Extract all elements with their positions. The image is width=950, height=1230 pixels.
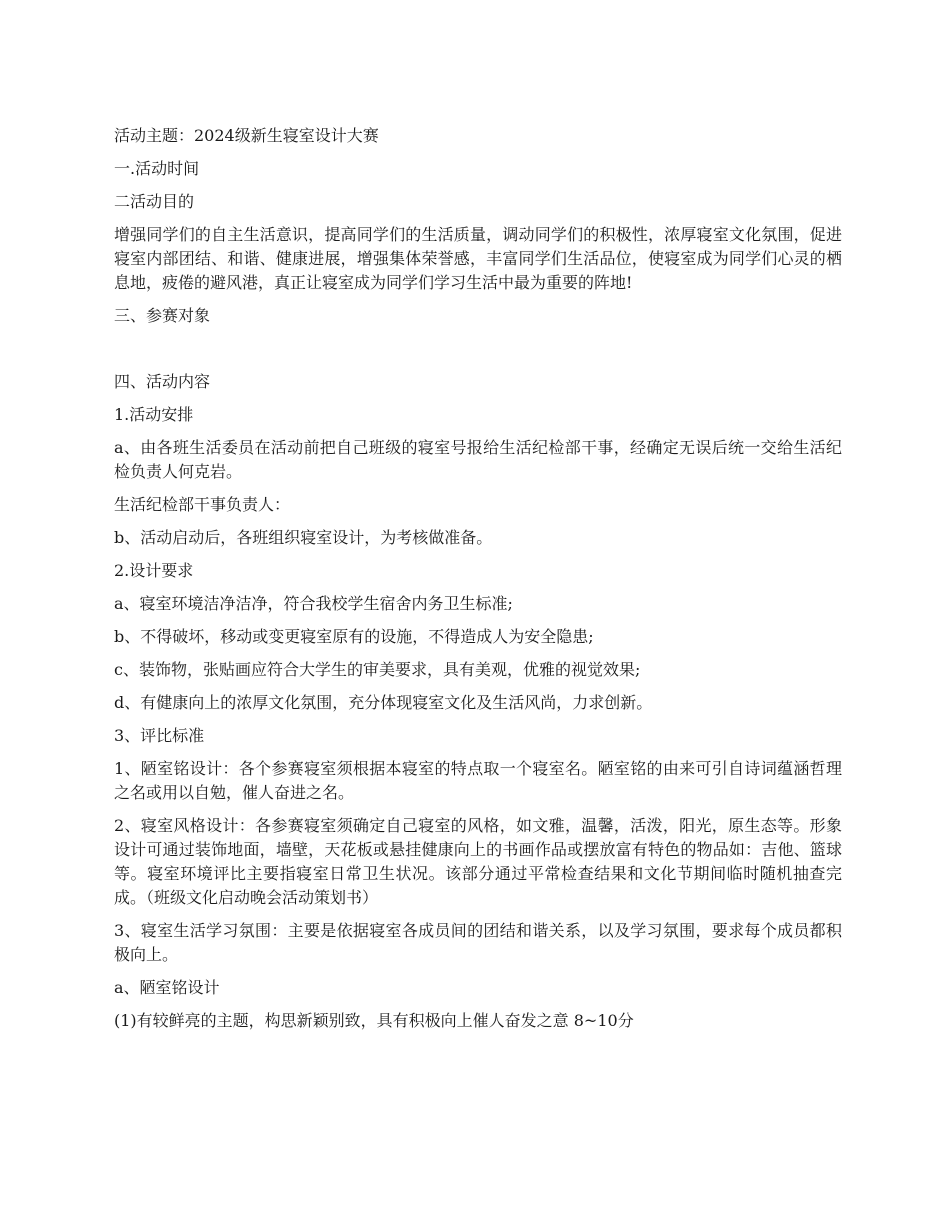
- requirement-b: b、不得破坏，移动或变更寝室原有的设施，不得造成人为安全隐患;: [114, 627, 594, 646]
- criteria-3: 3、寝室生活学习氛围：主要是依据寝室各成员间的团结和谐关系，以及学习氛围，要求每个成员都积极向上。: [114, 921, 842, 964]
- activity-theme: 活动主题：2024级新生寝室设计大赛: [114, 126, 379, 145]
- criteria-2: 2、寝室风格设计：各参赛寝室须确定自己寝室的风格，如文雅，温馨，活泼，阳光，原生态等。形象设计可通过装饰地面，墙壁，天花板或悬挂健康向上的书画作品或摆放富有特色的物品如：吉他、篮球等。寝室环境评比主要指寝室日常卫生状况。该部分通过平常检查结果和文化节期间临时随机抽查完成。（班级文化启动晚会活动策划书）: [114, 816, 842, 907]
- heading-activity-purpose: 二活动目的: [114, 192, 195, 211]
- heading-activity-content: 四、活动内容: [114, 372, 211, 391]
- criteria-1: 1、陋室铭设计：各个参赛寝室须根据本寝室的特点取一个寝室名。陋室铭的由来可引自诗词蕴涵哲理之名或用以自勉，催人奋进之名。: [114, 759, 842, 802]
- heading-design-requirements: 2.设计要求: [114, 561, 194, 580]
- heading-participants: 三、参赛对象: [114, 306, 211, 325]
- officer-line: 生活纪检部干事负责人：: [114, 495, 291, 514]
- heading-activity-time: 一.活动时间: [114, 159, 200, 178]
- heading-motto-design: a、陋室铭设计: [114, 978, 220, 997]
- purpose-paragraph: 增强同学们的自主生活意识，提高同学们的生活质量，调动同学们的积极性，浓厚寝室文化氛围，促进寝室内部团结、和谐、健康进展，增强集体荣誉感，丰富同学们生活品位，使寝室成为同学们心灵的栖息地，疲倦的避风港，真正让寝室成为同学们学习生活中最为重要的阵地!: [114, 225, 842, 292]
- heading-activity-arrangement: 1.活动安排: [114, 405, 194, 424]
- arrangement-item-b: b、活动启动后，各班组织寝室设计，为考核做准备。: [114, 528, 493, 547]
- arrangement-item-a: a、由各班生活委员在活动前把自己班级的寝室号报给生活纪检部干事，经确定无误后统一交给生活纪检负责人何克岩。: [114, 438, 842, 481]
- motto-score-item-1: (1)有较鲜亮的主题，构思新颖别致，具有积极向上催人奋发之意 8~10分: [114, 1011, 634, 1030]
- requirement-a: a、寝室环境洁净洁净，符合我校学生宿舍内务卫生标准;: [114, 594, 513, 613]
- heading-evaluation-criteria: 3、评比标准: [114, 726, 205, 745]
- requirement-c: c、装饰物，张贴画应符合大学生的审美要求，具有美观，优雅的视觉效果;: [114, 660, 641, 679]
- blank-spacer: [114, 337, 842, 370]
- document-page: [114, 124, 842, 1042]
- requirement-d: d、有健康向上的浓厚文化氛围，充分体现寝室文化及生活风尚，力求创新。: [114, 693, 653, 712]
